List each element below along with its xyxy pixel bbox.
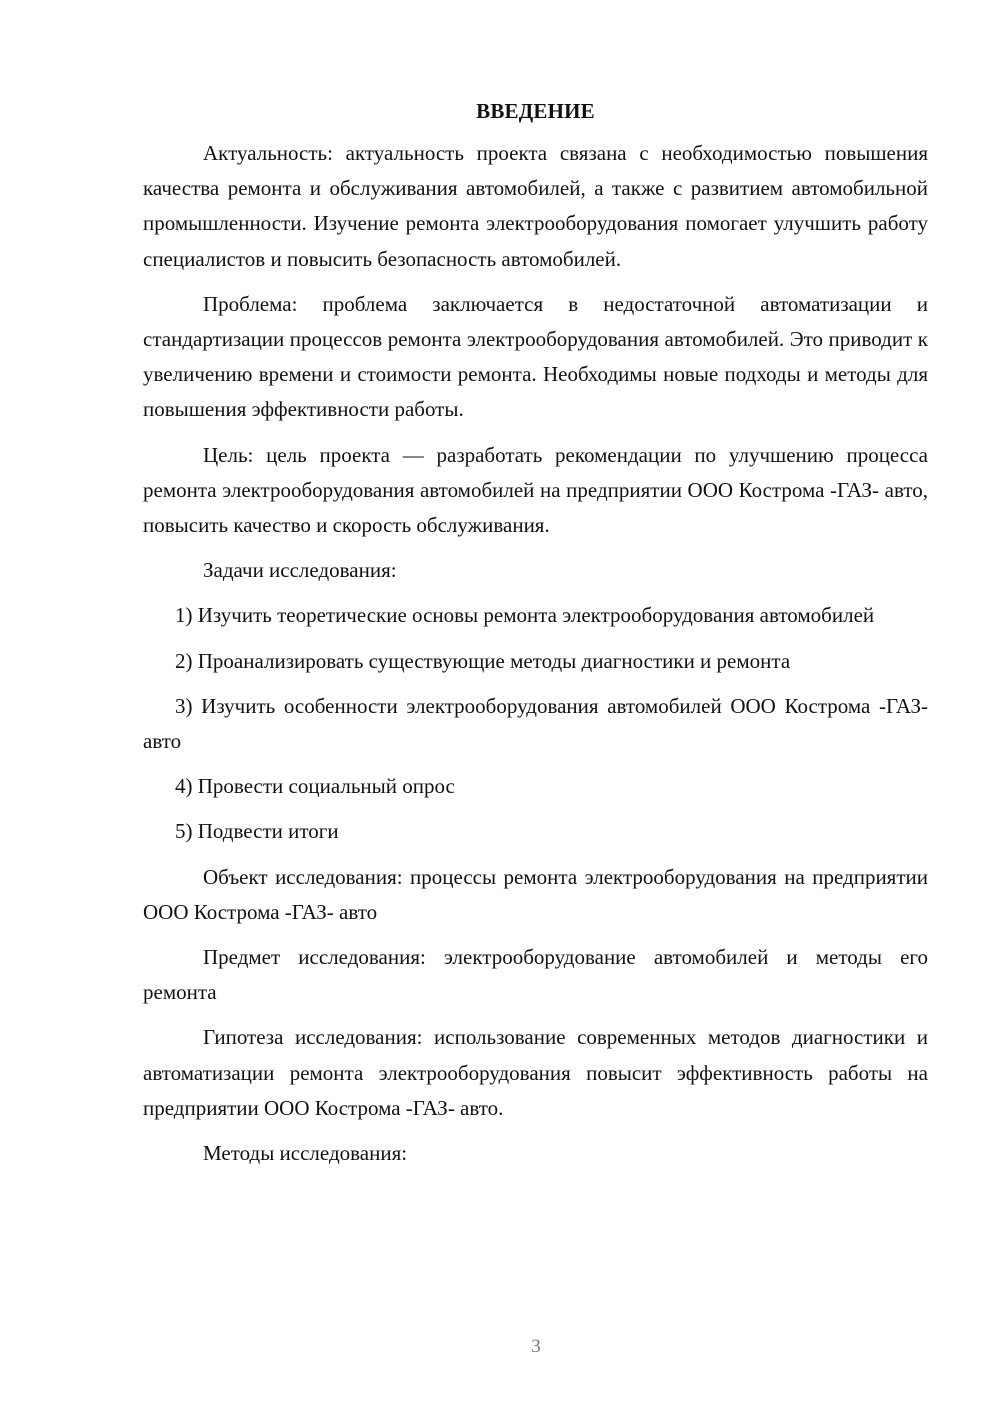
goal-paragraph: Цель: цель проекта — разработать рекомендации по улучшению процесса ремонта электрооборудования автомобилей на предприятии ООО Кострома -ГАЗ- авто, повысить качество и скорость обслуживания.	[143, 442, 928, 538]
task-item-4: 4) Провести социальный опрос	[175, 774, 455, 799]
problem-paragraph: Проблема: проблема заключается в недостаточной автоматизации и стандартизации процессов ремонта электрооборудования автомобилей. Это приводит к увеличению времени и стоимости ремонта. Необходимы новые подходы и методы для повышения эффективности работы.	[143, 291, 928, 422]
relevance-paragraph: Актуальность: актуальность проекта связана с необходимостью повышения качества ремонта и обслуживания автомобилей, а также с развитием автомобильной промышленности. Изучение ремонта электрооборудования помогает улучшить работу специалистов и повысить безопасность автомобилей.	[143, 141, 928, 271]
document-body	[143, 94, 928, 1181]
task-item-2: 2) Проанализировать существующие методы диагностики и ремонта	[175, 648, 791, 673]
task-item-3: 3) Изучить особенности электрооборудования автомобилей ООО Кострома -ГАЗ- авто	[143, 693, 928, 754]
subject-paragraph: Предмет исследования: электрооборудование автомобилей и методы его ремонта	[143, 945, 928, 1005]
methods-heading: Методы исследования:	[203, 1141, 408, 1166]
task-item-1: 1) Изучить теоретические основы ремонта электрооборудования автомобилей	[175, 603, 875, 628]
section-title: ВВЕДЕНИЕ	[476, 99, 595, 123]
hypothesis-paragraph: Гипотеза исследования: использование современных методов диагностики и автоматизации ремонта электрооборудования повысит эффективность работы на предприятии ООО Кострома -ГАЗ- авто.	[143, 1025, 928, 1120]
page-number: 3	[531, 1336, 541, 1357]
task-item-5: 5) Подвести итоги	[175, 819, 339, 844]
object-paragraph: Объект исследования: процессы ремонта электрооборудования на предприятии ООО Кострома -ГАЗ- авто	[143, 864, 928, 924]
tasks-heading: Задачи исследования:	[203, 558, 397, 583]
